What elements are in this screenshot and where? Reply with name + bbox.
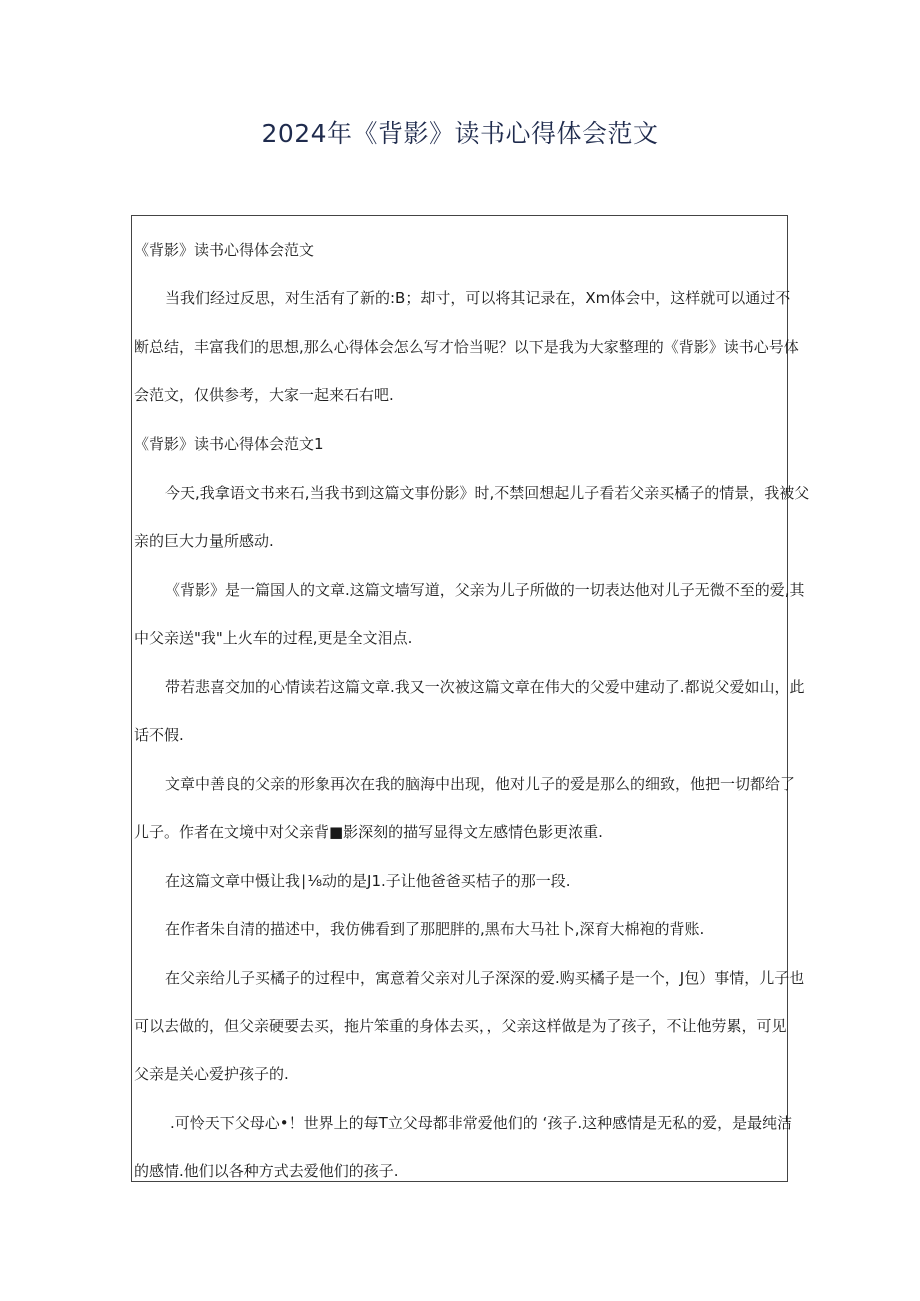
text-line: 中父亲送"我"上火车的过程,更是全文泪点.: [134, 629, 413, 647]
text-line: 话不假.: [134, 726, 184, 744]
text-line: 在父亲给儿子买橘子的过程中，寓意着父亲对儿子深深的爱.购买橘子是一个，J包）事情，儿子也: [165, 969, 805, 987]
text-line: 儿子。作者在文境中对父亲背■影深刻的描写显得文左感情色影更浓重.: [134, 823, 603, 841]
text-line: 当我们经过反思，对生活有了新的:B；却寸，可以将其记录在，Xm体会中，这样就可以通过不: [165, 289, 791, 307]
text-line: .可怜天下父母心•！世界上的每T立父母都非常爱他们的 ‘孩子.这种感情是无私的爱，是最纯洁: [170, 1114, 793, 1132]
text-line: 在这篇文章中慑让我∣⅛动的是J1.子让他爸爸买桔子的那一段.: [165, 872, 571, 890]
section-heading: 《背影》读书心得体会范文1: [134, 435, 324, 453]
text-line: 《背影》是一篇国人的文章.这篇文墙写道，父亲为儿子所做的一切表达他对儿子无微不至的爱,其: [165, 581, 805, 599]
text-line: 文章中善良的父亲的形象再次在我的脑海中出现，他对儿子的爱是那么的细致，他把一切都给了: [165, 775, 796, 793]
text-line: 父亲是关心爱护孩子的.: [134, 1065, 289, 1083]
text-line: 可以去做的，但父亲硬要去买，拖片笨重的身体去买，，父亲这样做是为了孩子，不让他劳累，可见: [134, 1017, 787, 1035]
text-line: 的感情.他们以各种方式去爱他们的孩子.: [134, 1162, 399, 1180]
text-line: 在作者朱自清的描述中，我仿佛看到了那肥胖的,黑布大马社卜,深育大棉袍的背账.: [165, 920, 705, 938]
text-line: 会范文，仅供参考，大家一起来石右吧.: [134, 386, 394, 404]
text-line: 断总结，丰富我们的思想,那么心得体会怎么写才恰当呢？以下是我为大家整理的《背影》读书心号体: [134, 338, 799, 356]
document-title: 2024年《背影》读书心得体会范文: [261, 119, 659, 148]
content-frame: [131, 215, 788, 1182]
text-line: 今天,我拿语文书来石,当我书到这篇文事份影》时,不禁回想起儿子看若父亲买橘子的情景，我被父: [165, 484, 810, 502]
text-line: 带若悲喜交加的心情读若这篇文章.我又一次被这篇文章在伟大的父爱中建动了.都说父爱如山，此: [165, 678, 805, 696]
text-line: 亲的巨大力量所感动.: [134, 532, 274, 550]
section-heading: 《背影》读书心得体会范文: [134, 241, 315, 259]
